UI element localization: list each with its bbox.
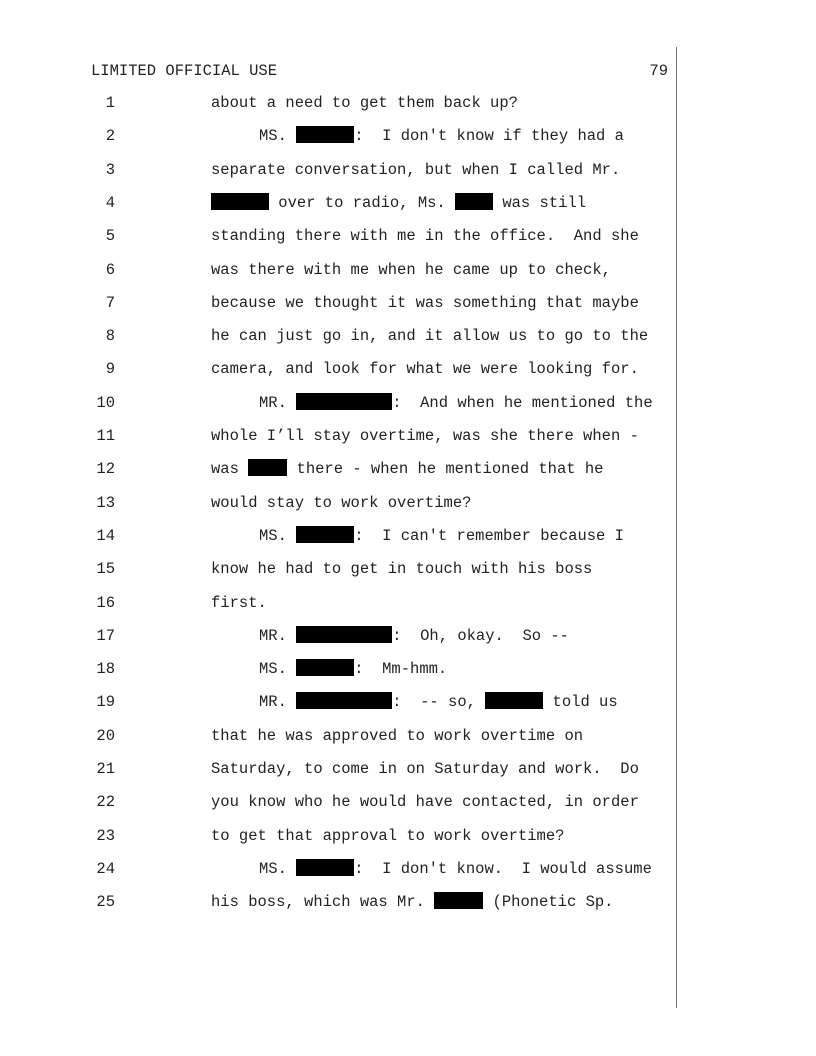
line-text: [211, 291, 639, 315]
transcript-line: [0, 890, 676, 914]
line-number: 13: [96, 493, 115, 512]
redaction-bar: [248, 459, 287, 476]
text-segment: MS.: [259, 859, 297, 878]
transcript-line: [0, 91, 676, 115]
line-text: [259, 857, 652, 881]
line-text: [211, 824, 564, 848]
line-text: [211, 591, 267, 615]
redaction-bar: [296, 393, 392, 410]
text-segment: MR.: [259, 693, 297, 712]
line-number: 14: [96, 526, 115, 545]
text-segment: was there with me when he came up to check,: [211, 260, 611, 279]
line-number: 12: [96, 460, 115, 479]
text-segment: standing there with me in the office. And she: [211, 227, 639, 246]
transcript-line: [0, 357, 676, 381]
transcript-line: [0, 790, 676, 814]
text-segment: was: [211, 460, 249, 479]
transcript-line: [0, 124, 676, 148]
line-text: [211, 890, 613, 914]
text-segment: : And when he mentioned the: [392, 393, 653, 412]
text-segment: that he was approved to work overtime on: [211, 726, 584, 745]
line-text: [211, 357, 639, 381]
redaction-bar: [296, 659, 354, 676]
text-segment: MR.: [259, 393, 297, 412]
line-number: 10: [96, 393, 115, 412]
text-segment: : -- so,: [392, 693, 486, 712]
redaction-bar: [434, 892, 483, 909]
transcript-line: [0, 224, 676, 248]
redaction-bar: [211, 193, 269, 210]
line-text: [259, 391, 653, 415]
line-text: [211, 790, 639, 814]
line-text: [259, 124, 624, 148]
transcript-line: [0, 591, 676, 615]
transcript-line: [0, 557, 676, 581]
line-number: 15: [96, 560, 115, 579]
text-segment: MR.: [259, 626, 297, 645]
line-number: 1: [105, 94, 115, 112]
line-number: 22: [96, 793, 115, 812]
transcript-line: [0, 191, 676, 215]
transcript-line: [0, 624, 676, 648]
text-segment: there - when he mentioned that he: [287, 460, 604, 479]
line-number: 6: [105, 260, 115, 279]
line-text: [211, 757, 639, 781]
redaction-bar: [296, 626, 392, 643]
line-text: [211, 91, 518, 115]
right-margin-rule: [676, 47, 677, 1008]
line-text: [259, 524, 624, 548]
text-segment: : Mm-hmm.: [354, 660, 448, 679]
transcript-line: [0, 391, 676, 415]
line-text: [211, 224, 639, 248]
text-segment: : I can't remember because I: [354, 526, 624, 545]
text-segment: would stay to work overtime?: [211, 493, 472, 512]
line-number: 16: [96, 593, 115, 612]
line-number: 7: [105, 293, 115, 312]
line-text: [259, 624, 569, 648]
line-number: 18: [96, 660, 115, 679]
text-segment: (Phonetic Sp.: [483, 893, 614, 912]
text-segment: whole I’ll stay overtime, was she there when -: [211, 427, 639, 445]
text-segment: MS.: [259, 526, 297, 545]
text-segment: : I don't know if they had a: [354, 127, 624, 146]
line-number: 23: [96, 826, 115, 845]
text-segment: told us: [543, 693, 618, 712]
line-number: 19: [96, 693, 115, 712]
transcript-line: [0, 857, 676, 881]
line-text: [211, 724, 583, 748]
text-segment: his boss, which was Mr.: [211, 893, 435, 912]
line-text: [211, 258, 611, 282]
line-number: 11: [96, 427, 115, 445]
line-text: [211, 424, 639, 448]
transcript-line: [0, 824, 676, 848]
text-segment: you know who he would have contacted, in order: [211, 793, 639, 812]
line-number: 17: [96, 626, 115, 645]
line-number: 8: [105, 327, 115, 346]
line-number: 4: [105, 193, 115, 212]
transcript-line: [0, 324, 676, 348]
text-segment: MS.: [259, 127, 297, 146]
redaction-bar: [296, 526, 354, 543]
line-text: [211, 491, 471, 515]
transcript-line: [0, 690, 676, 714]
text-segment: Saturday, to come in on Saturday and work. Do: [211, 760, 639, 778]
text-segment: first.: [211, 593, 267, 612]
line-number: 3: [105, 160, 115, 179]
transcript-line: [0, 524, 676, 548]
transcript-line: [0, 258, 676, 282]
line-text: [211, 324, 648, 348]
text-segment: : Oh, okay. So --: [392, 626, 569, 645]
line-number: 9: [105, 360, 115, 379]
text-segment: over to radio, Ms.: [269, 193, 456, 212]
page-number: 79: [649, 62, 668, 80]
line-number: 21: [96, 760, 115, 778]
text-segment: : I don't know. I would assume: [354, 859, 652, 878]
text-segment: to get that approval to work overtime?: [211, 826, 565, 845]
redaction-bar: [296, 859, 354, 876]
transcript-line: [0, 757, 676, 781]
line-text: [211, 158, 620, 182]
line-text: [259, 657, 447, 681]
text-segment: because we thought it was something that maybe: [211, 293, 639, 312]
line-number: 5: [105, 227, 115, 246]
redaction-bar: [296, 126, 354, 143]
text-segment: was still: [493, 193, 587, 212]
transcript-line: [0, 158, 676, 182]
text-segment: separate conversation, but when I called Mr.: [211, 160, 621, 179]
transcript-line: [0, 657, 676, 681]
line-number: 25: [96, 893, 115, 912]
redaction-bar: [485, 692, 543, 709]
text-segment: know he had to get in touch with his boss: [211, 560, 593, 579]
line-text: [211, 457, 603, 481]
transcript-line: [0, 424, 676, 448]
line-text: [211, 557, 592, 581]
line-number: 2: [105, 127, 115, 146]
redaction-bar: [455, 193, 493, 210]
line-text: [259, 690, 618, 714]
classification-header: LIMITED OFFICIAL USE: [91, 62, 278, 80]
line-number: 20: [96, 726, 115, 745]
transcript-line: [0, 491, 676, 515]
line-text: [211, 191, 586, 215]
text-segment: about a need to get them back up?: [211, 94, 518, 112]
transcript-line: [0, 291, 676, 315]
transcript-line: [0, 457, 676, 481]
line-number: 24: [96, 859, 115, 878]
text-segment: camera, and look for what we were looking for.: [211, 360, 639, 379]
text-segment: MS.: [259, 660, 297, 679]
text-segment: he can just go in, and it allow us to go to the: [211, 327, 649, 346]
transcript-line: [0, 724, 676, 748]
redaction-bar: [296, 692, 392, 709]
